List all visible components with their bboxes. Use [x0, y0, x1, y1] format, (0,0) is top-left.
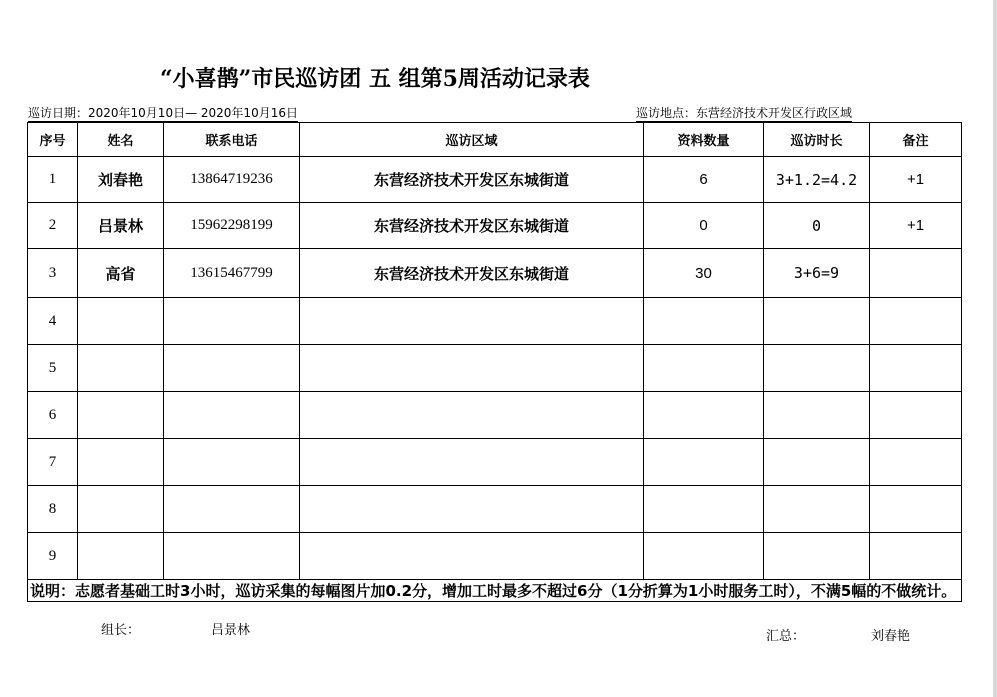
table-row	[28, 486, 962, 533]
document-title: “小喜鹊”市民巡访团 五 组第5周活动记录表	[160, 66, 590, 92]
cell-name	[78, 486, 164, 533]
visit-location	[636, 104, 852, 121]
cell-index: 9	[28, 533, 78, 580]
cell-note: +1	[870, 203, 962, 249]
cell-area	[300, 486, 644, 533]
table-row	[28, 392, 962, 439]
table-row	[28, 439, 962, 486]
header-duration: 巡访时长	[764, 123, 870, 157]
table-row	[28, 345, 962, 392]
cell-note	[870, 392, 962, 439]
cell-area	[300, 392, 644, 439]
cell-quantity	[644, 533, 764, 580]
cell-note	[870, 439, 962, 486]
cell-duration	[764, 298, 870, 345]
cell-phone	[164, 298, 300, 345]
cell-area: 东营经济技术开发区东城街道	[300, 157, 644, 203]
cell-name	[78, 392, 164, 439]
cell-index: 1	[28, 157, 78, 203]
table-row	[28, 203, 962, 249]
cell-phone	[164, 486, 300, 533]
cell-quantity	[644, 486, 764, 533]
cell-name: 刘春艳	[78, 157, 164, 203]
cell-area	[300, 298, 644, 345]
header-phone: 联系电话	[164, 123, 300, 157]
cell-duration: 3+1.2=4.2	[764, 157, 870, 203]
summary-name: 刘春艳	[871, 629, 911, 644]
header-name: 姓名	[78, 123, 164, 157]
cell-phone	[164, 439, 300, 486]
cell-note	[870, 345, 962, 392]
cell-note	[870, 249, 962, 298]
leader-name: 吕景林	[211, 623, 251, 638]
cell-name	[78, 345, 164, 392]
cell-quantity: 6	[644, 157, 764, 203]
cell-duration	[764, 486, 870, 533]
cell-area	[300, 533, 644, 580]
activity-record-table	[27, 122, 962, 602]
header-quantity: 资料数量	[644, 123, 764, 157]
cell-index: 8	[28, 486, 78, 533]
cell-index: 2	[28, 203, 78, 249]
cell-note	[870, 298, 962, 345]
cell-phone	[164, 345, 300, 392]
cell-phone: 15962298199	[164, 203, 300, 249]
cell-area: 东营经济技术开发区东城街道	[300, 249, 644, 298]
cell-area	[300, 439, 644, 486]
visit-date	[28, 104, 298, 121]
cell-name: 高省	[78, 249, 164, 298]
cell-quantity	[644, 439, 764, 486]
cell-name	[78, 439, 164, 486]
cell-quantity	[644, 298, 764, 345]
visit-date-text: 巡访日期：2020年10月10日— 2020年10月16日	[28, 106, 298, 120]
cell-duration: 3+6=9	[764, 249, 870, 298]
cell-index: 7	[28, 439, 78, 486]
header-row	[28, 123, 962, 157]
cell-quantity: 30	[644, 249, 764, 298]
cell-phone	[164, 533, 300, 580]
cell-index: 6	[28, 392, 78, 439]
cell-note: +1	[870, 157, 962, 203]
cell-duration	[764, 439, 870, 486]
cell-index: 5	[28, 345, 78, 392]
cell-duration	[764, 345, 870, 392]
cell-area: 东营经济技术开发区东城街道	[300, 203, 644, 249]
cell-phone: 13864719236	[164, 157, 300, 203]
summary-label: 汇总：	[766, 629, 806, 644]
cell-area	[300, 345, 644, 392]
cell-duration	[764, 392, 870, 439]
cell-phone	[164, 392, 300, 439]
cell-phone: 13615467799	[164, 249, 300, 298]
visit-location-text: 巡访地点：东营经济技术开发区行政区域	[636, 106, 853, 120]
header-area: 巡访区域	[300, 123, 644, 157]
cell-name	[78, 533, 164, 580]
cell-name: 吕景林	[78, 203, 164, 249]
header-note: 备注	[870, 123, 962, 157]
note-row	[28, 580, 962, 602]
cell-index: 4	[28, 298, 78, 345]
table-row	[28, 157, 962, 203]
explanation-note: 说明：志愿者基础工时3小时，巡访采集的每幅图片加0.2分，增加工时最多不超过6分（1分折算为1小时服务工时），不满5幅的不做统计。	[28, 580, 962, 602]
table-row	[28, 249, 962, 298]
cell-index: 3	[28, 249, 78, 298]
leader-label: 组长：	[101, 623, 141, 638]
page-edge	[993, 0, 997, 697]
cell-quantity	[644, 392, 764, 439]
cell-name	[78, 298, 164, 345]
table-row	[28, 298, 962, 345]
cell-duration: 0	[764, 203, 870, 249]
cell-note	[870, 486, 962, 533]
table-row	[28, 533, 962, 580]
cell-duration	[764, 533, 870, 580]
header-index: 序号	[28, 123, 78, 157]
cell-quantity: 0	[644, 203, 764, 249]
cell-note	[870, 533, 962, 580]
cell-quantity	[644, 345, 764, 392]
